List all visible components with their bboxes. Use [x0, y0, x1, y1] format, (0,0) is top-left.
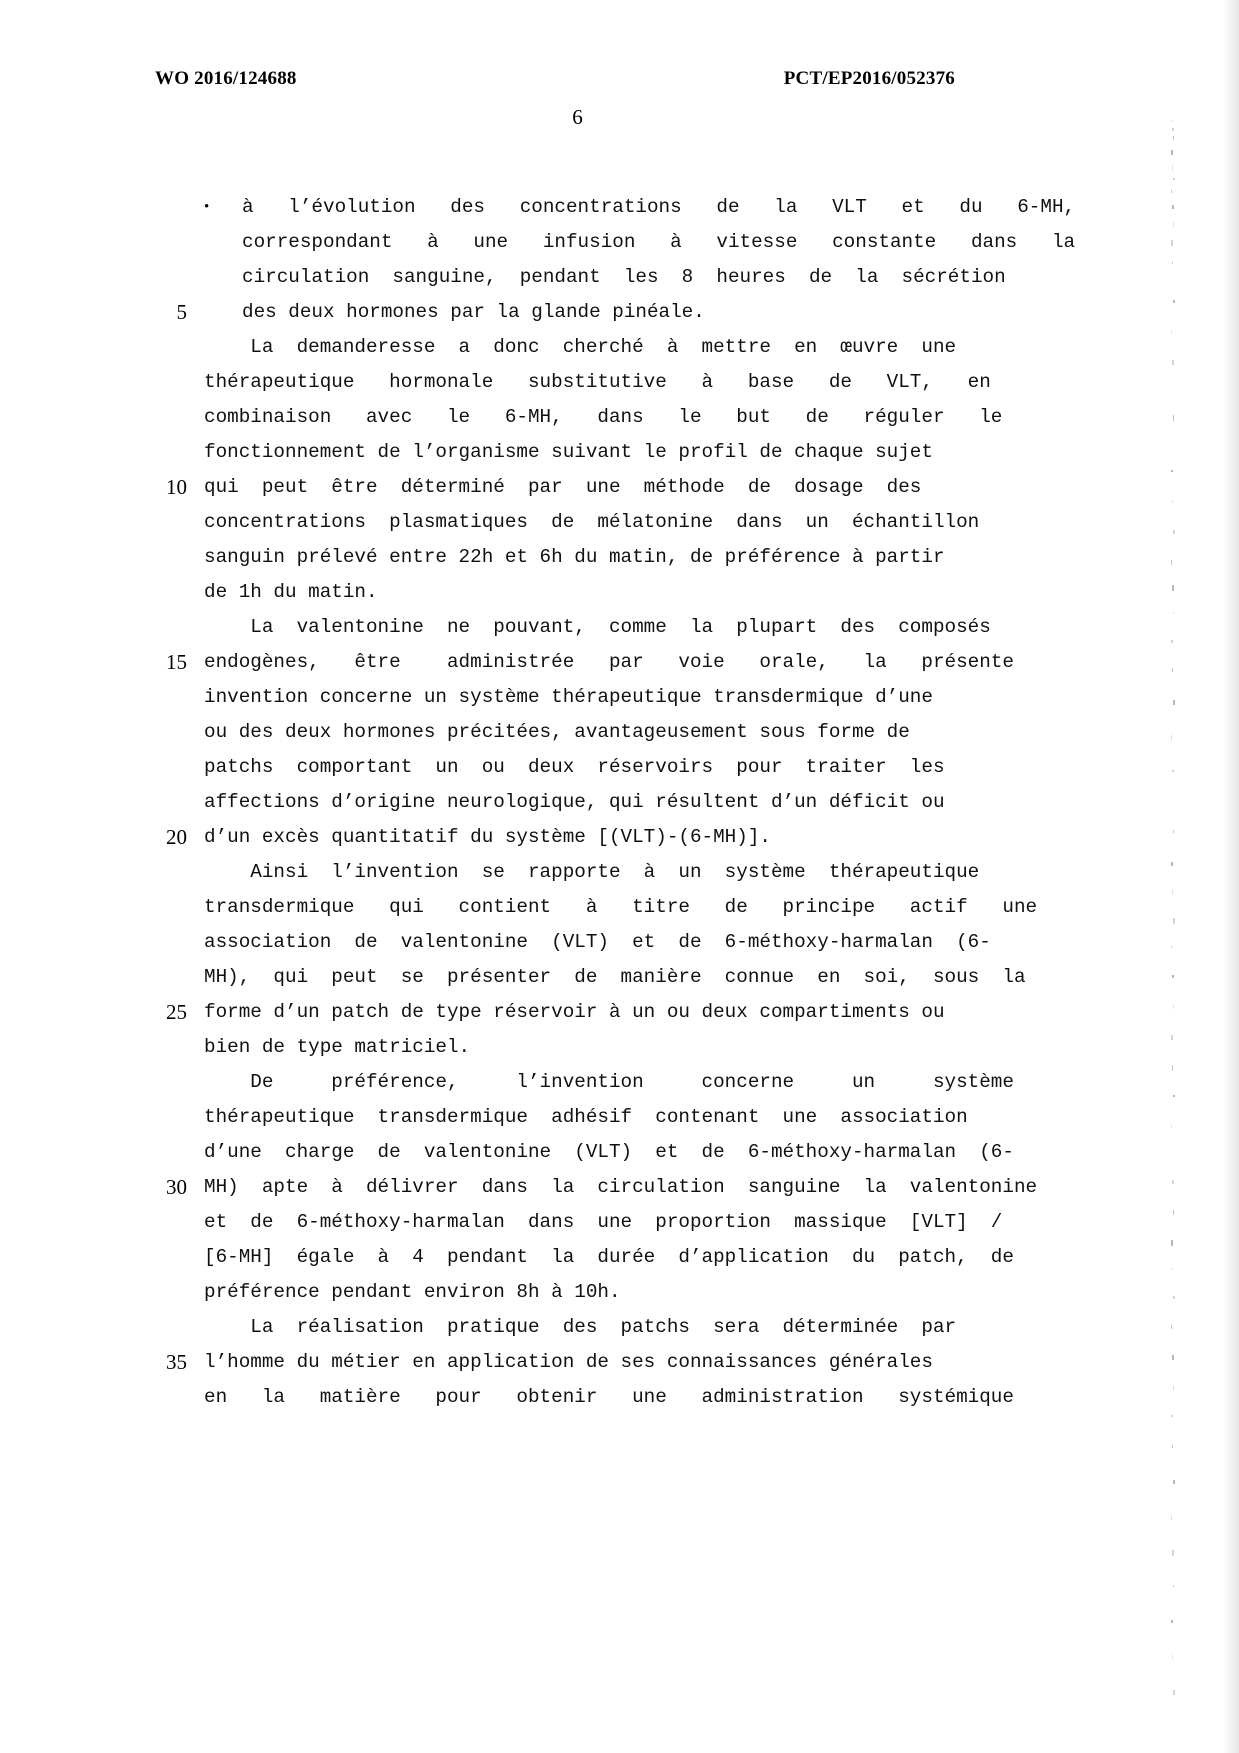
- text-line: [204, 540, 1000, 575]
- bullet-icon: •: [204, 199, 210, 215]
- line-number: 35: [166, 1350, 187, 1374]
- page-number: 6: [572, 105, 583, 129]
- text-line: [204, 365, 1000, 400]
- line-text: l’homme du métier en application de ses connaissances générales: [204, 1351, 933, 1373]
- line-text: préférence pendant environ 8h à 10h.: [204, 1281, 621, 1303]
- line-text: patchs comportant un ou deux réservoirs pour traiter les: [204, 756, 945, 778]
- line-number: 5: [176, 300, 187, 324]
- text-line: [204, 715, 1000, 750]
- text-line: [204, 1205, 1003, 1240]
- text-line: [204, 610, 1000, 645]
- line-number: 15: [166, 650, 187, 674]
- text-line: [204, 505, 1000, 540]
- line-text: endogènes, être administrée par voie orale, la présente: [204, 651, 1014, 673]
- text-line: [204, 1065, 1014, 1100]
- text-line: [204, 750, 1000, 785]
- line-text: correspondant à une infusion à vitesse constante dans la: [242, 231, 1076, 253]
- line-text: en la matière pour obtenir une administration systémique: [204, 1386, 1014, 1408]
- line-text: fonctionnement de l’organisme suivant le profil de chaque sujet: [204, 441, 933, 463]
- line-text: forme d’un patch de type réservoir à un ou deux compartiments ou: [204, 1001, 945, 1023]
- text-line: [204, 1275, 1000, 1310]
- text-line: [204, 1240, 1014, 1275]
- line-text: Ainsi l’invention se rapporte à un système thérapeutique: [204, 861, 980, 883]
- text-line: [204, 1135, 1014, 1170]
- line-text: MH), qui peut se présenter de manière connue en soi, sous la: [204, 966, 1026, 988]
- text-line: [204, 1030, 1000, 1065]
- line-text: La valentonine ne pouvant, comme la plupart des composés: [204, 616, 991, 638]
- text-line: [166, 645, 1014, 680]
- text-line: [204, 680, 1000, 715]
- line-text: affections d’origine neurologique, qui résultent d’un déficit ou: [204, 791, 945, 813]
- text-line: [204, 785, 1000, 820]
- line-text: thérapeutique hormonale substitutive à base de VLT, en: [204, 371, 991, 393]
- line-text: La demanderesse a donc cherché à mettre en œuvre une: [204, 336, 957, 358]
- line-text: circulation sanguine, pendant les 8 heures de la sécrétion: [242, 266, 1006, 288]
- line-text: association de valentonine (VLT) et de 6-méthoxy-harmalan (6-: [204, 931, 991, 953]
- line-text: et de 6-méthoxy-harmalan dans une proportion massique [VLT] /: [204, 1211, 1003, 1233]
- text-line: [204, 1310, 1000, 1345]
- text-line: [166, 470, 1000, 505]
- line-text: combinaison avec le 6-MH, dans le but de réguler le: [204, 406, 1003, 428]
- text-line: [166, 820, 1000, 855]
- text-line: [204, 1100, 1000, 1135]
- text-line: [166, 1345, 1000, 1380]
- text-line: [204, 1380, 1014, 1415]
- text-line: [204, 225, 1076, 260]
- text-line: [166, 1170, 1038, 1205]
- text-line: [204, 960, 1026, 995]
- line-number: 25: [166, 1000, 187, 1024]
- line-text: invention concerne un système thérapeutique transdermique d’une: [204, 686, 933, 708]
- publication-number: WO 2016/124688: [155, 68, 297, 89]
- text-line: [204, 890, 1038, 925]
- line-text: MH) apte à délivrer dans la circulation sanguine la valentonine: [204, 1176, 1038, 1198]
- text-line: [204, 400, 1003, 435]
- text-line: [204, 260, 1006, 295]
- line-number: 20: [166, 825, 187, 849]
- text-line: [204, 190, 1076, 225]
- line-text: d’une charge de valentonine (VLT) et de 6-méthoxy-harmalan (6-: [204, 1141, 1014, 1163]
- document-body: [166, 190, 1076, 1415]
- text-line: [166, 995, 1000, 1030]
- line-number: 30: [166, 1175, 187, 1199]
- running-header: [155, 68, 955, 90]
- scan-artifacts: [1171, 0, 1185, 1753]
- line-text: concentrations plasmatiques de mélatonine dans un échantillon: [204, 511, 980, 533]
- line-text: de 1h du matin.: [204, 581, 378, 603]
- line-text: à l’évolution des concentrations de la VLT et du 6-MH,: [242, 196, 1076, 218]
- text-line: [204, 435, 1000, 470]
- line-text: thérapeutique transdermique adhésif contenant une association: [204, 1106, 968, 1128]
- text-line: [204, 925, 1000, 960]
- text-line: [204, 855, 1000, 890]
- line-text: [6-MH] égale à 4 pendant la durée d’application du patch, de: [204, 1246, 1014, 1268]
- text-line: [204, 330, 1000, 365]
- line-text: ou des deux hormones précitées, avantageusement sous forme de: [204, 721, 910, 743]
- line-text: qui peut être déterminé par une méthode de dosage des: [204, 476, 922, 498]
- line-text: La réalisation pratique des patchs sera déterminée par: [204, 1316, 957, 1338]
- line-text: transdermique qui contient à titre de principe actif une: [204, 896, 1038, 918]
- text-line: [176, 295, 1000, 330]
- line-text: bien de type matriciel.: [204, 1036, 471, 1058]
- page-edge-shadow: [1223, 0, 1239, 1753]
- line-number: 10: [166, 475, 187, 499]
- application-number: PCT/EP2016/052376: [783, 68, 955, 89]
- line-text: des deux hormones par la glande pinéale.: [242, 301, 705, 323]
- line-text: sanguin prélevé entre 22h et 6h du matin, de préférence à partir: [204, 546, 945, 568]
- line-text: De préférence, l’invention concerne un système: [204, 1071, 1014, 1093]
- line-text: d’un excès quantitatif du système [(VLT)-(6-MH)].: [204, 826, 771, 848]
- text-line: [204, 575, 1000, 610]
